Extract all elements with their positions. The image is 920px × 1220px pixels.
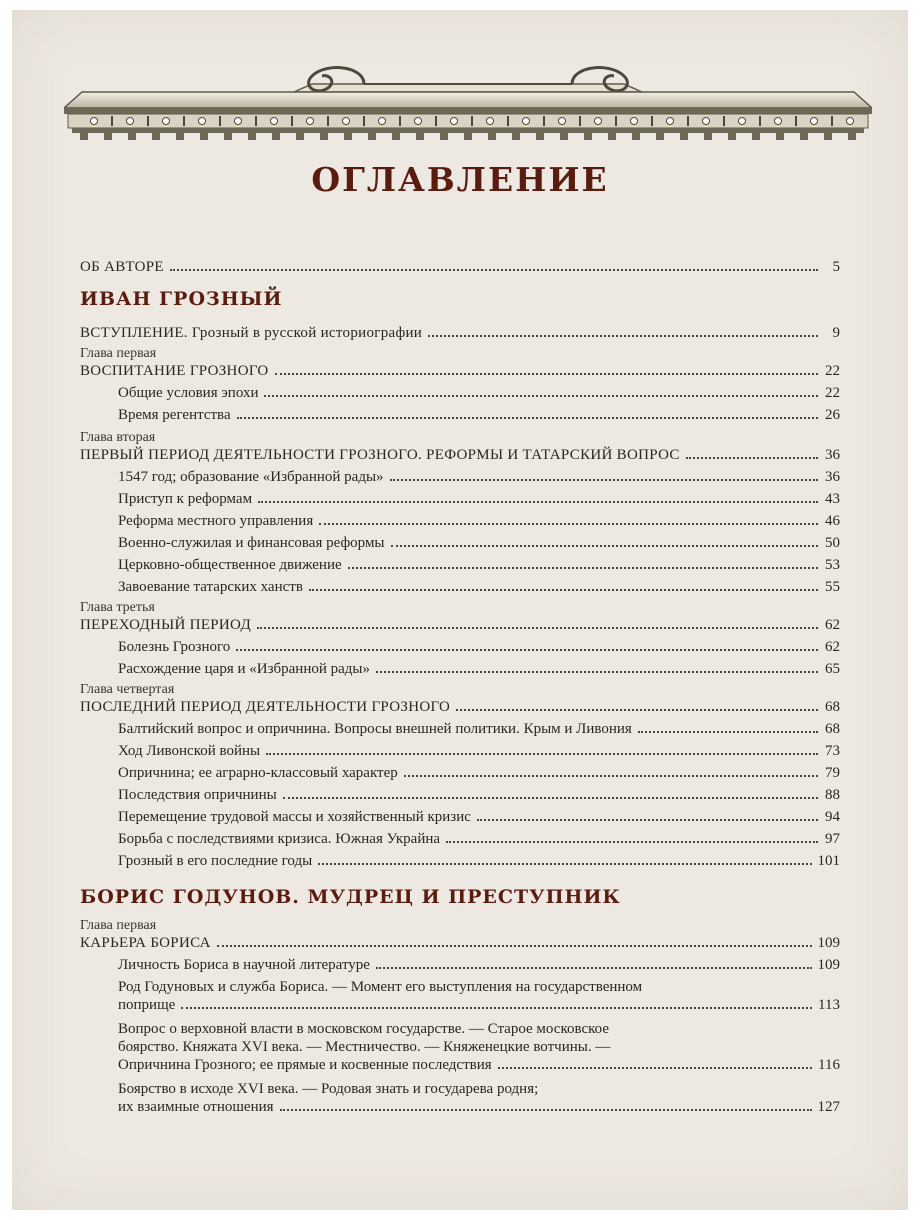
chapter-label: Глава третья — [80, 600, 155, 615]
toc-entry-intro[interactable]: ВСТУПЛЕНИЕ. Грозный в русской историографии 9 — [80, 325, 840, 341]
toc-chapter-2[interactable]: ПЕРВЫЙ ПЕРИОД ДЕЯТЕЛЬНОСТИ ГРОЗНОГО. РЕФОРМЫ И ТАТАРСКИЙ ВОПРОС 36 — [80, 447, 840, 463]
toc-entry[interactable]: Время регентства 26 — [118, 407, 840, 423]
toc-entry-about[interactable]: ОБ АВТОРЕ 5 — [80, 259, 840, 275]
chapter-label: Глава четвертая — [80, 682, 175, 697]
toc-entry[interactable]: Опричнина; ее аграрно-классовый характер 79 — [118, 765, 840, 781]
toc-entry-line: боярство. Княжата XVI века. — Местничество. — Княженецкие вотчины. — — [118, 1039, 611, 1055]
toc-entry-line: Вопрос о верховной власти в московском государстве. — Старое московское — [118, 1021, 610, 1037]
toc-entry[interactable]: Борьба с последствиями кризиса. Южная Украйна 97 — [118, 831, 840, 847]
toc-entry-line: Боярство в исходе XVI века. — Родовая знать и государева родня; — [118, 1081, 539, 1097]
section-heading-ivan: ИВАН ГРОЗНЫЙ — [80, 288, 283, 310]
toc-entry[interactable]: Опричнина Грозного; ее прямые и косвенные последствия 116 — [118, 1057, 840, 1073]
toc-entry[interactable]: Церковно-общественное движение 53 — [118, 557, 840, 573]
toc-entry[interactable]: Личность Бориса в научной литературе 109 — [118, 957, 840, 973]
toc-entry[interactable]: Приступ к реформам 43 — [118, 491, 840, 507]
toc-entry[interactable]: поприще 113 — [118, 997, 840, 1013]
chapter-label: Глава первая — [80, 918, 157, 933]
toc-chapter-4[interactable]: ПОСЛЕДНИЙ ПЕРИОД ДЕЯТЕЛЬНОСТИ ГРОЗНОГО 68 — [80, 699, 840, 715]
toc-chapter-1[interactable]: ВОСПИТАНИЕ ГРОЗНОГО 22 — [80, 363, 840, 379]
toc-entry[interactable]: Балтийский вопрос и опричнина. Вопросы внешней политики. Крым и Ливония 68 — [118, 721, 840, 737]
toc-entry[interactable]: Болезнь Грозного 62 — [118, 639, 840, 655]
toc-entry[interactable]: их взаимные отношения 127 — [118, 1099, 840, 1115]
chapter-label: Глава первая — [80, 346, 157, 361]
book-page — [12, 10, 908, 1210]
toc-entry[interactable]: Завоевание татарских ханств 55 — [118, 579, 840, 595]
page-title: ОГЛАВЛЕНИЕ — [311, 160, 609, 199]
toc-chapter-3[interactable]: ПЕРЕХОДНЫЙ ПЕРИОД 62 — [80, 617, 840, 633]
toc-entry[interactable]: Расхождение царя и «Избранной рады» 65 — [118, 661, 840, 677]
toc-entry[interactable]: 1547 год; образование «Избранной рады» 36 — [118, 469, 840, 485]
toc-entry[interactable]: Грозный в его последние годы 101 — [118, 853, 840, 869]
toc-entry[interactable]: Перемещение трудовой массы и хозяйственный кризис 94 — [118, 809, 840, 825]
ornament-header-icon — [64, 56, 872, 144]
chapter-label: Глава вторая — [80, 430, 156, 445]
toc-entry[interactable]: Реформа местного управления 46 — [118, 513, 840, 529]
toc-entry[interactable]: Военно-служилая и финансовая реформы 50 — [118, 535, 840, 551]
toc-entry-line: Род Годуновых и служба Бориса. — Момент его выступления на государственном — [118, 979, 643, 995]
toc-entry[interactable]: Последствия опричнины 88 — [118, 787, 840, 803]
toc-chapter-boris-1[interactable]: КАРЬЕРА БОРИСА 109 — [80, 935, 840, 951]
section-heading-boris: БОРИС ГОДУНОВ. МУДРЕЦ И ПРЕСТУПНИК — [80, 886, 621, 908]
toc-entry[interactable]: Общие условия эпохи 22 — [118, 385, 840, 401]
toc-entry[interactable]: Ход Ливонской войны 73 — [118, 743, 840, 759]
